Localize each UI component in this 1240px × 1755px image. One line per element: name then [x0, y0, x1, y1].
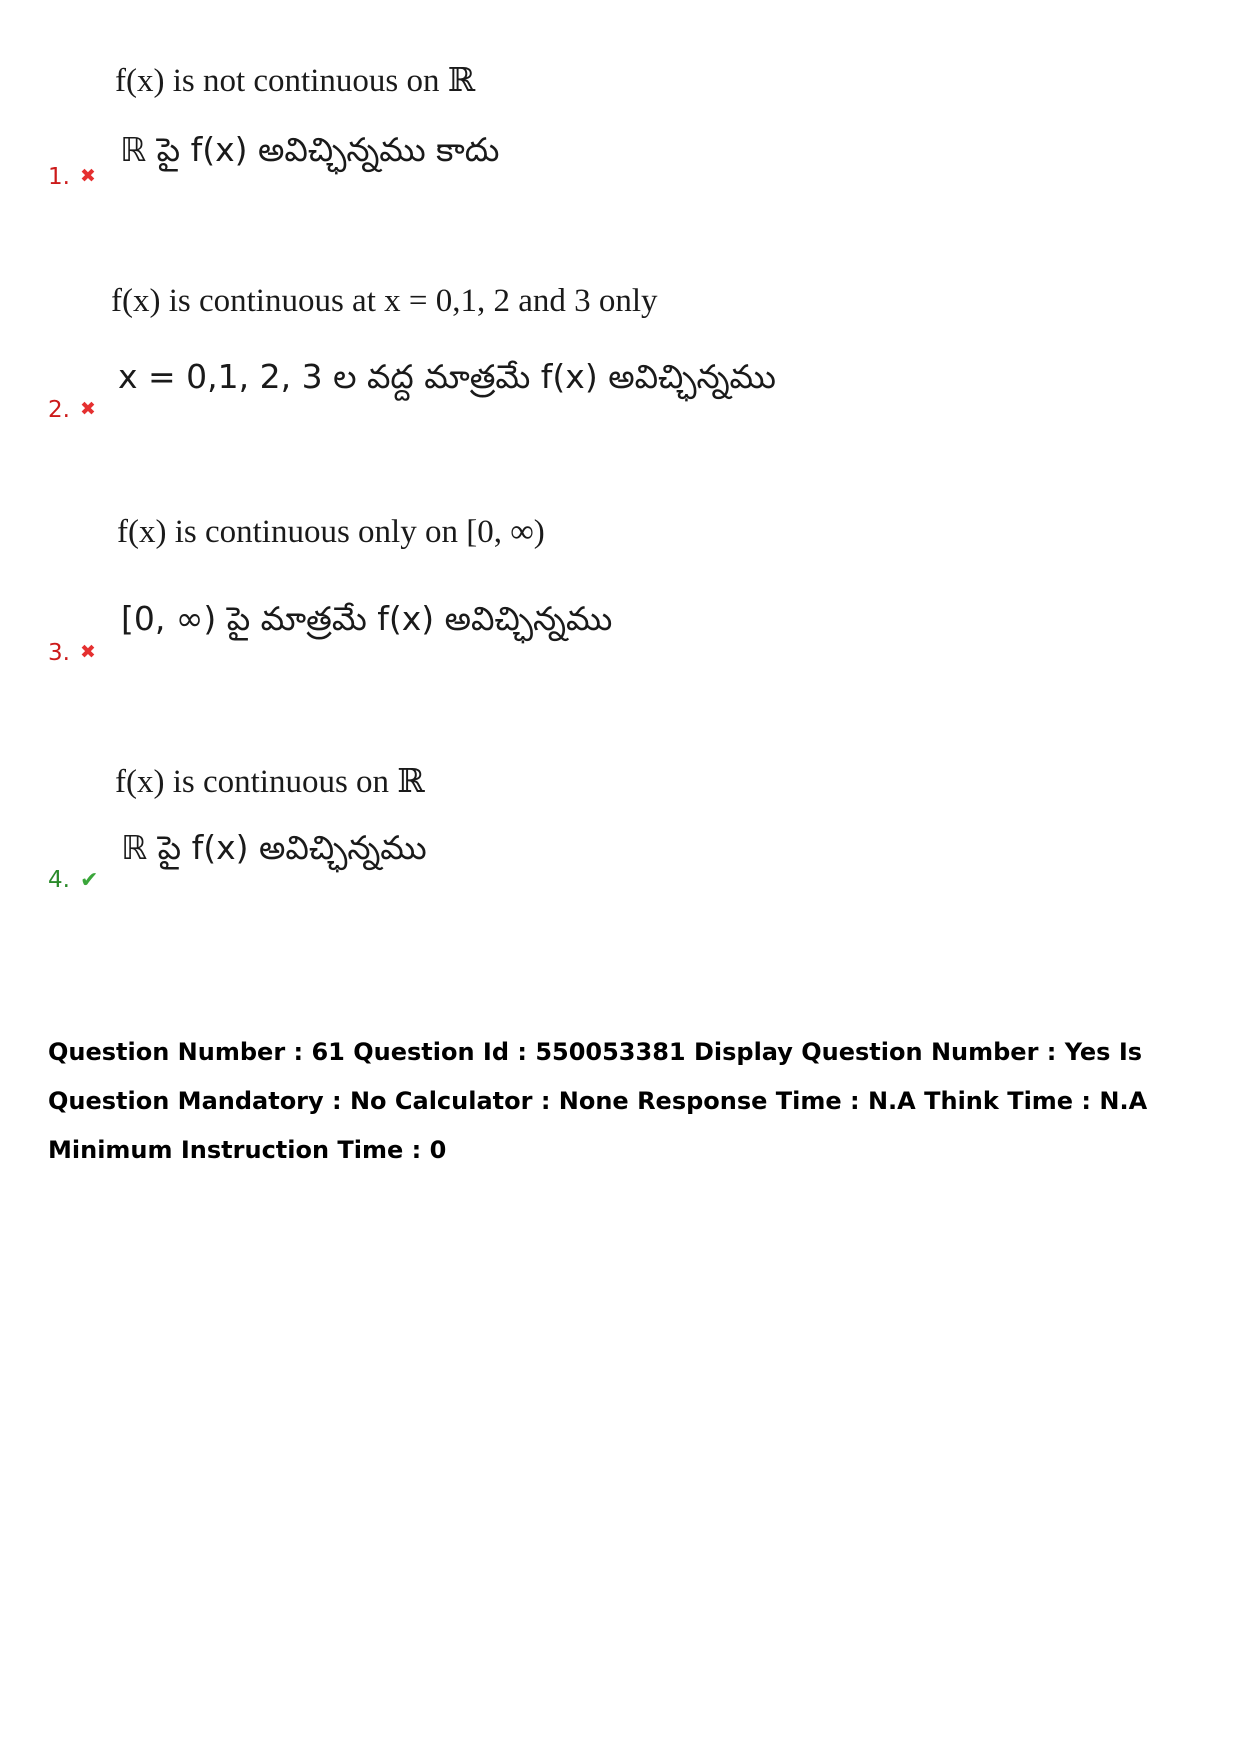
option-2-telugu-text: x = 0,1, 2, 3 ల వద్ద మాత్రమే f(x) అవిచ్ఛిన్నము: [118, 357, 776, 396]
option-1-telugu-text: ℝ పై f(x) అవిచ్ఛిన్నము కాదు: [120, 130, 500, 169]
option-1-english-text: f(x) is not continuous on ℝ: [115, 63, 476, 99]
question-metadata: Question Number : 61 Question Id : 550053381 Display Question Number : Yes Is Question Mandatory : No Calculator : None Response Time : N.A Think Time : N.A Minimum Instruction Time : 0: [48, 1038, 1148, 1164]
option-4-telugu-text: ℝ పై f(x) అవిచ్ఛిన్నము: [121, 828, 427, 867]
option-4-english-text: f(x) is continuous on ℝ: [115, 764, 425, 800]
cross-icon: ✖: [79, 641, 96, 663]
option-3-english-text: f(x) is continuous only on [0, ∞): [117, 514, 545, 550]
option-3-number: 3. ✖: [48, 640, 96, 666]
cross-icon: ✖: [79, 165, 96, 187]
option-2-number: 2. ✖: [48, 397, 96, 423]
option-4-number: 4. ✔: [48, 867, 99, 893]
option-1-number: 1. ✖: [48, 164, 96, 190]
option-3-telugu-text: [0, ∞) పై మాత్రమే f(x) అవిచ్ఛిన్నము: [121, 599, 613, 638]
cross-icon: ✖: [79, 398, 96, 420]
check-icon: ✔: [79, 868, 99, 893]
option-2-english-text: f(x) is continuous at x = 0,1, 2 and 3 only: [111, 283, 658, 319]
